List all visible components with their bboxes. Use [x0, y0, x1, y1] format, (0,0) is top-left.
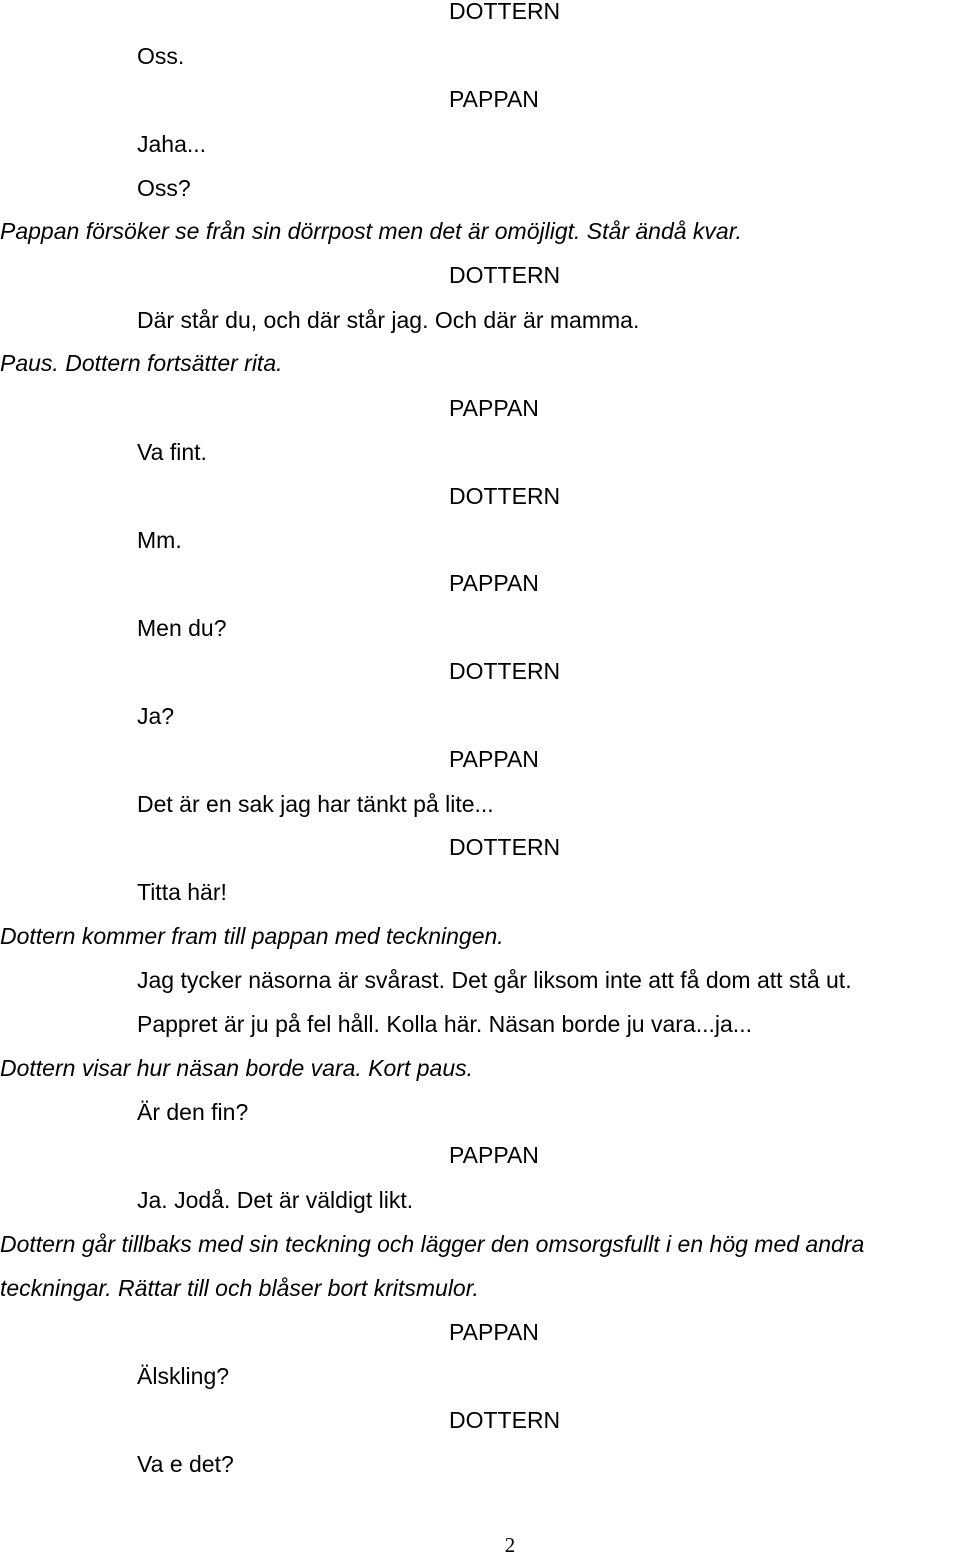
- dialogue-line: Pappret är ju på fel håll. Kolla här. Näsan borde ju vara...ja...: [137, 1011, 752, 1037]
- dialogue-line: Det är en sak jag har tänkt på lite...: [137, 791, 494, 817]
- stage-direction: Pappan försöker se från sin dörrpost men det är omöjligt. Står ändå kvar.: [0, 218, 742, 244]
- speaker-name: DOTTERN: [449, 1407, 561, 1433]
- speaker-name: DOTTERN: [449, 834, 561, 860]
- stage-direction: Dottern kommer fram till pappan med teckningen.: [0, 923, 504, 949]
- stage-direction: Dottern visar hur näsan borde vara. Kort paus.: [0, 1055, 474, 1081]
- speaker-name: PAPPAN: [449, 746, 539, 772]
- speaker-name: DOTTERN: [449, 483, 561, 509]
- speaker-name: PAPPAN: [449, 1142, 539, 1168]
- dialogue-line: Mm.: [137, 527, 182, 553]
- speaker-name: DOTTERN: [449, 262, 561, 288]
- dialogue-line: Men du?: [137, 615, 227, 641]
- speaker-name: DOTTERN: [449, 658, 561, 684]
- page-number: 2: [504, 1533, 516, 1557]
- stage-direction: Paus. Dottern fortsätter rita.: [0, 350, 283, 376]
- dialogue-line: Oss?: [137, 175, 191, 201]
- dialogue-line: Älskling?: [137, 1363, 230, 1389]
- dialogue-line: Där står du, och där står jag. Och där är mamma.: [137, 307, 640, 333]
- dialogue-line: Va e det?: [137, 1451, 234, 1477]
- dialogue-line: Är den fin?: [137, 1099, 249, 1125]
- dialogue-line: Jag tycker näsorna är svårast. Det går liksom inte att få dom att stå ut.: [137, 967, 852, 993]
- speaker-name: PAPPAN: [449, 1319, 539, 1345]
- speaker-name: DOTTERN: [449, 0, 561, 24]
- dialogue-line: Jaha...: [137, 131, 207, 157]
- stage-direction: Dottern går tillbaks med sin teckning och lägger den omsorgsfullt i en hög med andra: [0, 1231, 865, 1257]
- stage-direction: teckningar. Rättar till och blåser bort kritsmulor.: [0, 1275, 479, 1301]
- dialogue-line: Titta här!: [137, 879, 227, 905]
- dialogue-line: Ja?: [137, 703, 175, 729]
- dialogue-line: Va fint.: [137, 439, 207, 465]
- speaker-name: PAPPAN: [449, 86, 539, 112]
- dialogue-line: Oss.: [137, 43, 185, 69]
- speaker-name: PAPPAN: [449, 395, 539, 421]
- dialogue-line: Ja. Jodå. Det är väldigt likt.: [137, 1187, 414, 1213]
- speaker-name: PAPPAN: [449, 570, 539, 596]
